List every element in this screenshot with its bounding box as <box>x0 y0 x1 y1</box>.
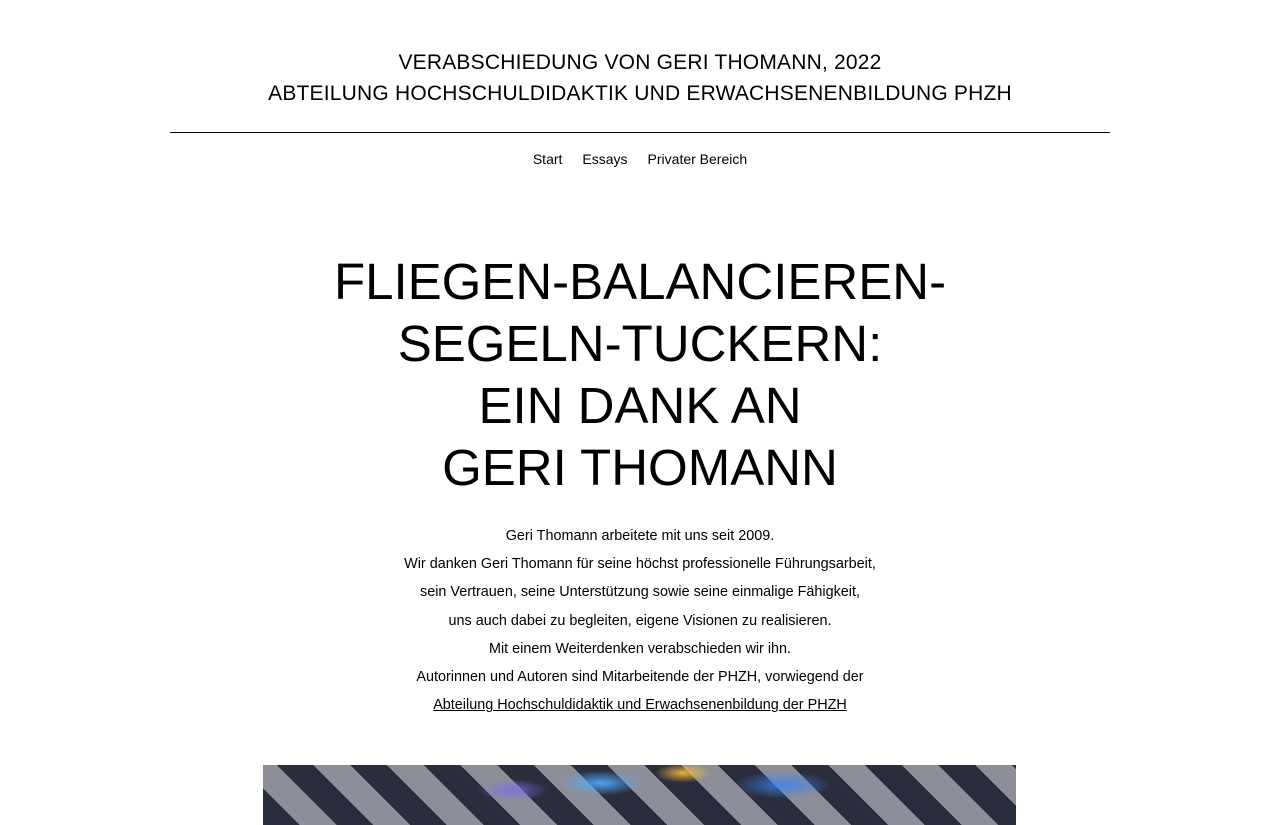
intro-line: Autorinnen und Autoren sind Mitarbeitende der PHZH, vorwiegend der <box>416 669 864 686</box>
header-divider <box>170 132 1110 133</box>
intro-link-line <box>0 691 1280 719</box>
hero-heading-line: GERI THOMANN <box>442 439 838 496</box>
hero-heading-line: FLIEGEN-BALANCIEREN- <box>333 253 947 310</box>
site-title-line-1[interactable]: VERABSCHIEDUNG VON GERI THOMANN, 2022 <box>398 51 882 74</box>
nav-item-start[interactable]: Start <box>532 151 563 167</box>
site-title-line-2[interactable]: ABTEILUNG HOCHSCHULDIDAKTIK UND ERWACHSENENBILDUNG PHZH <box>268 82 1012 105</box>
site-header <box>0 0 1280 167</box>
hero-image <box>263 765 1016 825</box>
intro-text <box>0 522 1280 719</box>
intro-line: uns auch dabei zu begleiten, eigene Visionen zu realisieren. <box>448 612 832 629</box>
nav-item-essays[interactable]: Essays <box>582 151 628 167</box>
intro-line: sein Vertrauen, seine Unterstützung sowie seine einmalige Fähigkeit, <box>420 584 860 601</box>
hero-heading <box>0 251 1280 499</box>
department-link[interactable]: Abteilung Hochschuldidaktik und Erwachsenenbildung der PHZH <box>433 697 847 714</box>
nav-item-privater-bereich[interactable]: Privater Bereich <box>647 151 748 167</box>
intro-line: Mit einem Weiterdenken verabschieden wir ihn. <box>488 640 792 657</box>
intro-line: Geri Thomann arbeitete mit uns seit 2009. <box>505 528 775 544</box>
hero-heading-line: SEGELN-TUCKERN: <box>397 315 883 372</box>
main-content <box>0 251 1280 719</box>
main-nav <box>0 151 1280 167</box>
hero-heading-line: EIN DANK AN <box>478 377 802 434</box>
intro-line: Wir danken Geri Thomann für seine höchst professionelle Führungsarbeit, <box>404 556 876 573</box>
